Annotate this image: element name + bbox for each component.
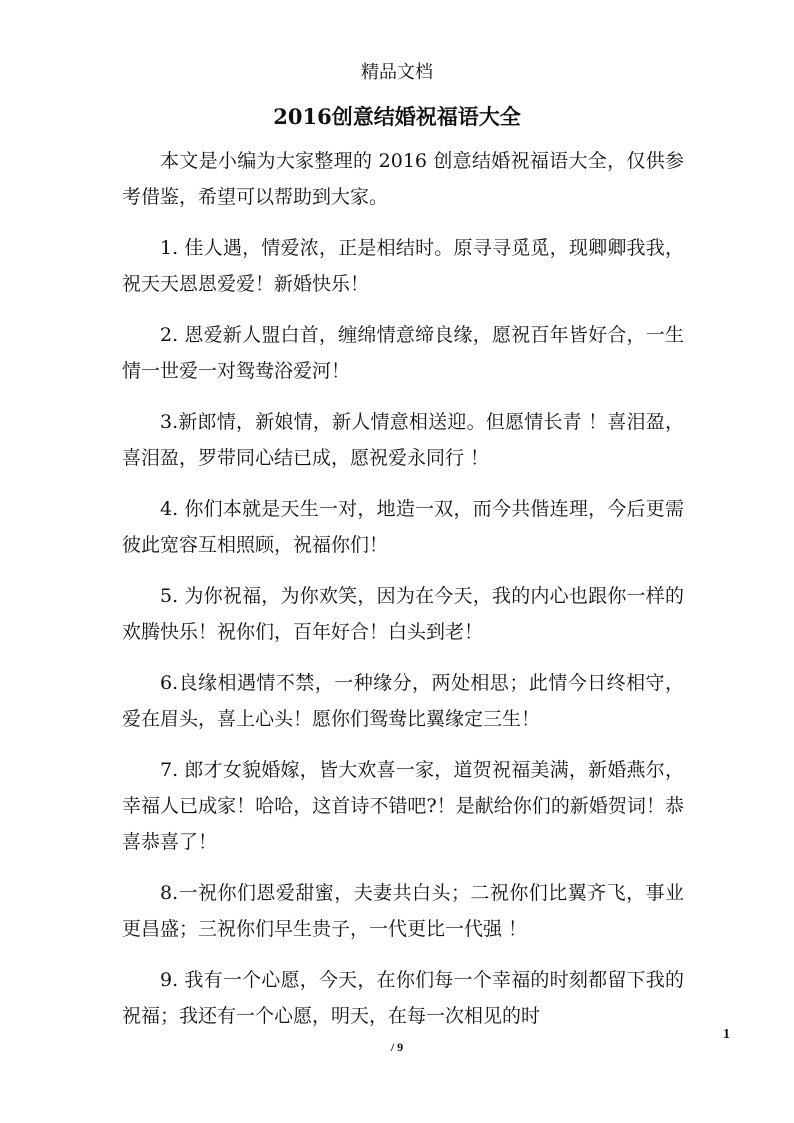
- paragraph-item-4: 4. 你们本就是天生一对，地造一双，而今共偕连理，今后更需彼此宽容互相照顾，祝福你们！: [122, 498, 684, 556]
- paragraph-item-2: 2. 恩爱新人盟白首，缠绵情意缔良缘，愿祝百年皆好合，一生情一世爱一对鸳鸯浴爱河！: [122, 324, 684, 382]
- paragraph-intro: 本文是小编为大家整理的 2016 创意结婚祝福语大全，仅供参考借鉴，希望可以帮助到大家。: [122, 150, 684, 208]
- paragraph-item-1: 1. 佳人遇，情爱浓，正是相结时。原寻寻觅觅，现卿卿我我，祝天天恩恩爱爱！新婚快乐！: [122, 237, 684, 295]
- paragraph-item-9: 9. 我有一个心愿，今天，在你们每一个幸福的时刻都留下我的祝福；我还有一个心愿，明天，在每一次相见的时: [122, 969, 684, 1027]
- document-header: 精品文档: [361, 62, 433, 83]
- page-total: / 9: [390, 1040, 404, 1054]
- paragraph-item-5: 5. 为你祝福，为你欢笑，因为在今天，我的内心也跟你一样的欢腾快乐！祝你们，百年好合！白头到老！: [122, 585, 684, 643]
- paragraph-item-7: 7. 郎才女貌婚嫁，皆大欢喜一家，道贺祝福美满，新婚燕尔，幸福人已成家！哈哈，这首诗不错吧?！是献给你们的新婚贺词！恭喜恭喜了！: [122, 759, 684, 853]
- document-title: 2016创意结婚祝福语大全: [273, 104, 521, 129]
- document-body: [122, 143, 684, 1049]
- page-number: 1: [723, 1027, 730, 1042]
- paragraph-item-3: 3.新郎情，新娘情，新人情意相送迎。但愿情长青 ！喜泪盈，喜泪盈，罗带同心结已成，愿祝爱永同行 ！: [122, 411, 684, 469]
- paragraph-item-6: 6.良缘相遇情不禁，一种缘分，两处相思；此情今日终相守，爱在眉头，喜上心头！愿你们鸳鸯比翼缘定三生！: [122, 672, 684, 730]
- paragraph-item-8: 8.一祝你们恩爱甜蜜，夫妻共白头；二祝你们比翼齐飞，事业更昌盛；三祝你们早生贵子，一代更比一代强 ！: [122, 882, 684, 940]
